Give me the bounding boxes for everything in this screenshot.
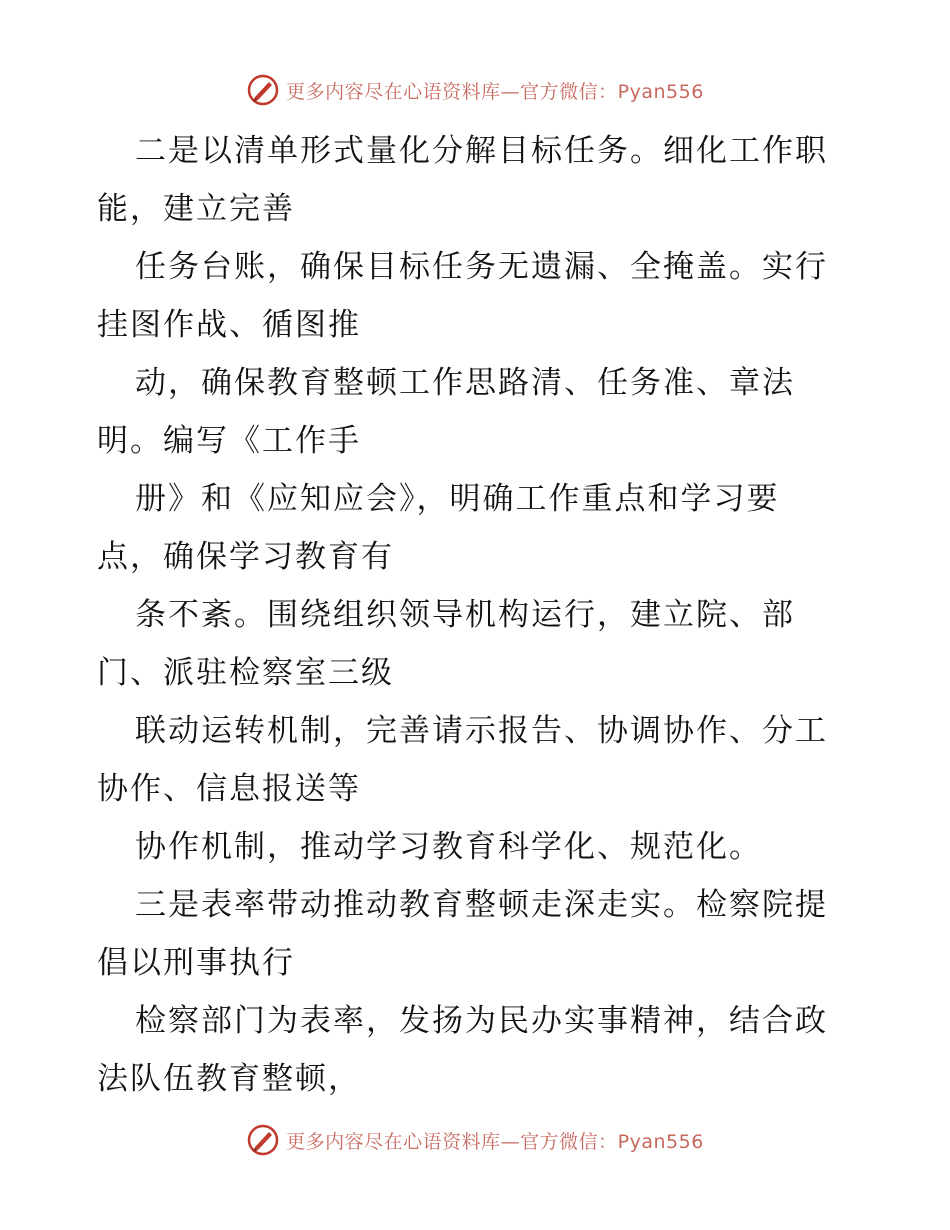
text-line: 任务台账，确保目标任务无遗漏、全掩盖。实行 xyxy=(135,249,828,285)
text-line: 条不紊。围绕组织领导机构运行，建立院、部 xyxy=(135,597,795,633)
text-line: 明。编写《工作手 xyxy=(97,423,361,459)
text-line: 能，建立完善 xyxy=(97,191,295,227)
watermark-text: 更多内容尽在心语资料库—官方微信：Pyan556 xyxy=(286,1130,704,1153)
text-line: 倡以刑事执行 xyxy=(97,945,295,981)
text-line: 协作、信息报送等 xyxy=(97,771,361,807)
text-line: 检察部门为表率，发扬为民办实事精神，结合政 xyxy=(135,1003,828,1039)
text-line: 册》和《应知应会》，明确工作重点和学习要 xyxy=(135,481,780,517)
text-line: 动，确保教育整顿工作思路清、任务准、章法 xyxy=(135,365,795,401)
watermark-text: 更多内容尽在心语资料库—官方微信：Pyan556 xyxy=(286,80,704,103)
text-line: 联动运转机制，完善请示报告、协调协作、分工 xyxy=(135,713,828,749)
document-body xyxy=(97,122,897,1108)
text-line: 协作机制，推动学习教育科学化、规范化。 xyxy=(135,829,762,865)
text-line: 点，确保学习教育有 xyxy=(97,539,394,575)
text-line: 二是以清单形式量化分解目标任务。细化工作职 xyxy=(135,133,828,169)
text-line: 门、派驻检察室三级 xyxy=(97,655,394,691)
text-line: 挂图作战、循图推 xyxy=(97,307,361,343)
watermark-header xyxy=(0,70,950,110)
pen-logo-icon xyxy=(246,1123,280,1157)
watermark-footer xyxy=(0,1120,950,1160)
text-line: 三是表率带动推动教育整顿走深走实。检察院提 xyxy=(135,887,828,923)
text-line: 法队伍教育整顿， xyxy=(97,1061,361,1097)
pen-logo-icon xyxy=(246,73,280,107)
